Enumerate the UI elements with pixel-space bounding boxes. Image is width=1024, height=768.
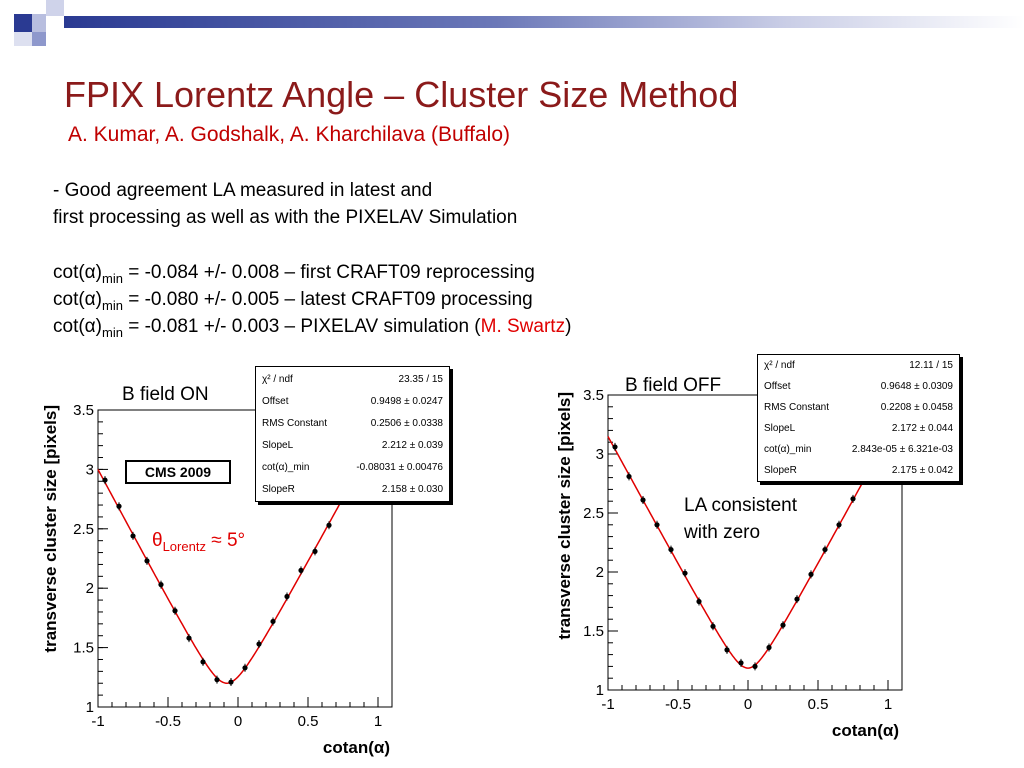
stats-value: 2.175 ± 0.042 bbox=[891, 465, 953, 476]
data-point bbox=[640, 497, 645, 502]
x-axis-title: cotan(α) bbox=[322, 738, 390, 757]
stats-key: cot(α)_min bbox=[262, 462, 310, 473]
theta-subscript: Lorentz bbox=[162, 538, 206, 554]
y-tick-label: 2 bbox=[85, 580, 94, 598]
data-point bbox=[696, 599, 701, 604]
stats-value: 2.843e-05 ± 6.321e-03 bbox=[851, 444, 953, 455]
result-text: = -0.084 +/- 0.008 – first CRAFT09 reprocessing bbox=[122, 262, 535, 283]
theta-symbol: θ bbox=[152, 530, 163, 551]
bfield-on-label: B field ON bbox=[122, 384, 209, 405]
slide-title: FPIX Lorentz Angle – Cluster Size Method bbox=[64, 74, 739, 115]
stats-key: SlopeR bbox=[262, 484, 295, 495]
stats-value: 0.2208 ± 0.0458 bbox=[880, 402, 953, 413]
data-point bbox=[682, 571, 687, 576]
data-point bbox=[626, 474, 631, 479]
stats-row bbox=[764, 421, 953, 437]
x-tick-label: 1 bbox=[373, 713, 383, 730]
stats-key: cot(α)_min bbox=[764, 444, 812, 455]
data-point bbox=[710, 624, 715, 629]
data-point bbox=[738, 660, 743, 665]
stats-value: 23.35 / 15 bbox=[398, 374, 443, 385]
x-tick-label: -0.5 bbox=[665, 696, 691, 713]
annotation-line-2: with zero bbox=[684, 522, 761, 543]
y-tick-label: 3.5 bbox=[583, 387, 604, 404]
stats-key: SlopeL bbox=[262, 440, 294, 451]
result-subscript: min bbox=[101, 324, 123, 340]
stats-row bbox=[764, 442, 953, 458]
stats-key: SlopeR bbox=[764, 465, 797, 476]
result-close: ) bbox=[565, 316, 572, 337]
y-tick-label: 2 bbox=[595, 564, 604, 581]
y-tick-label: 2.5 bbox=[73, 520, 94, 538]
stats-key: RMS Constant bbox=[262, 418, 328, 429]
y-axis-title: transverse cluster size [pixels] bbox=[555, 392, 574, 640]
stats-value: 2.212 ± 0.039 bbox=[381, 440, 443, 451]
result-prefix: cot(α) bbox=[53, 289, 102, 310]
stats-key: SlopeL bbox=[764, 423, 796, 434]
result-subscript: min bbox=[101, 297, 123, 313]
result-subscript: min bbox=[101, 270, 123, 286]
bullet-line-1: - Good agreement LA measured in latest and bbox=[53, 180, 433, 201]
x-tick-label: 0 bbox=[743, 696, 753, 713]
x-tick-label: 1 bbox=[883, 696, 893, 713]
y-tick-label: 1 bbox=[595, 682, 604, 699]
data-point bbox=[822, 547, 827, 552]
stats-value: -0.08031 ± 0.00476 bbox=[356, 462, 443, 473]
data-point bbox=[752, 664, 757, 669]
stats-value: 12.11 / 15 bbox=[909, 360, 953, 371]
data-point bbox=[850, 496, 855, 501]
x-tick-label: 0.5 bbox=[807, 696, 829, 713]
bfield-off-label: B field OFF bbox=[625, 375, 722, 396]
x-tick-label: 0 bbox=[233, 713, 243, 730]
x-tick-label: 0.5 bbox=[297, 713, 319, 730]
stats-key: Offset bbox=[764, 381, 791, 392]
data-point bbox=[612, 444, 617, 449]
annotation-line-1: LA consistent bbox=[684, 495, 798, 516]
data-point bbox=[836, 522, 841, 527]
data-point bbox=[724, 647, 729, 652]
stats-key: RMS Constant bbox=[764, 402, 830, 413]
x-tick-label: -1 bbox=[601, 696, 615, 713]
result-author: M. Swartz bbox=[480, 316, 566, 337]
stats-value: 0.2506 ± 0.0338 bbox=[370, 418, 443, 429]
stats-value: 2.172 ± 0.044 bbox=[891, 423, 953, 434]
data-point bbox=[668, 547, 673, 552]
bullet-line-2: first processing as well as with the PIXELAV Simulation bbox=[53, 207, 518, 228]
cms-2009-label: CMS 2009 bbox=[125, 460, 231, 484]
theta-value: ≈ 5° bbox=[205, 530, 246, 551]
result-prefix: cot(α) bbox=[53, 316, 102, 337]
stats-row bbox=[764, 358, 953, 374]
data-point bbox=[766, 645, 771, 650]
y-tick-label: 1 bbox=[85, 699, 94, 716]
stats-row bbox=[764, 400, 953, 416]
data-point bbox=[654, 522, 659, 527]
stats-box-right bbox=[757, 354, 960, 482]
data-point bbox=[794, 597, 799, 602]
stats-value: 0.9648 ± 0.0309 bbox=[880, 381, 953, 392]
stats-value: 0.9498 ± 0.0247 bbox=[370, 396, 443, 407]
slide-authors: A. Kumar, A. Godshalk, A. Kharchilava (Buffalo) bbox=[68, 123, 511, 146]
stats-key: Offset bbox=[262, 396, 289, 407]
y-tick-label: 1.5 bbox=[583, 623, 604, 640]
y-tick-label: 3 bbox=[85, 461, 94, 479]
y-tick-label: 2.5 bbox=[583, 505, 604, 522]
y-tick-label: 1.5 bbox=[73, 639, 94, 657]
result-text: = -0.080 +/- 0.005 – latest CRAFT09 processing bbox=[122, 289, 533, 310]
x-tick-label: -1 bbox=[91, 713, 105, 730]
stats-row bbox=[764, 463, 953, 479]
y-tick-label: 3 bbox=[595, 446, 604, 463]
x-tick-label: -0.5 bbox=[155, 713, 181, 730]
y-tick-label: 3.5 bbox=[73, 402, 94, 419]
stats-key: χ² / ndf bbox=[764, 360, 795, 371]
result-text: = -0.081 +/- 0.003 – PIXELAV simulation ( bbox=[122, 316, 481, 337]
x-axis-title: cotan(α) bbox=[831, 721, 899, 740]
data-point bbox=[808, 572, 813, 577]
stats-row bbox=[764, 379, 953, 395]
y-axis-title: transverse cluster size [pixels] bbox=[41, 405, 60, 653]
stats-key: χ² / ndf bbox=[262, 374, 293, 385]
data-point bbox=[780, 623, 785, 628]
stats-value: 2.158 ± 0.030 bbox=[381, 484, 443, 495]
result-prefix: cot(α) bbox=[53, 262, 102, 283]
